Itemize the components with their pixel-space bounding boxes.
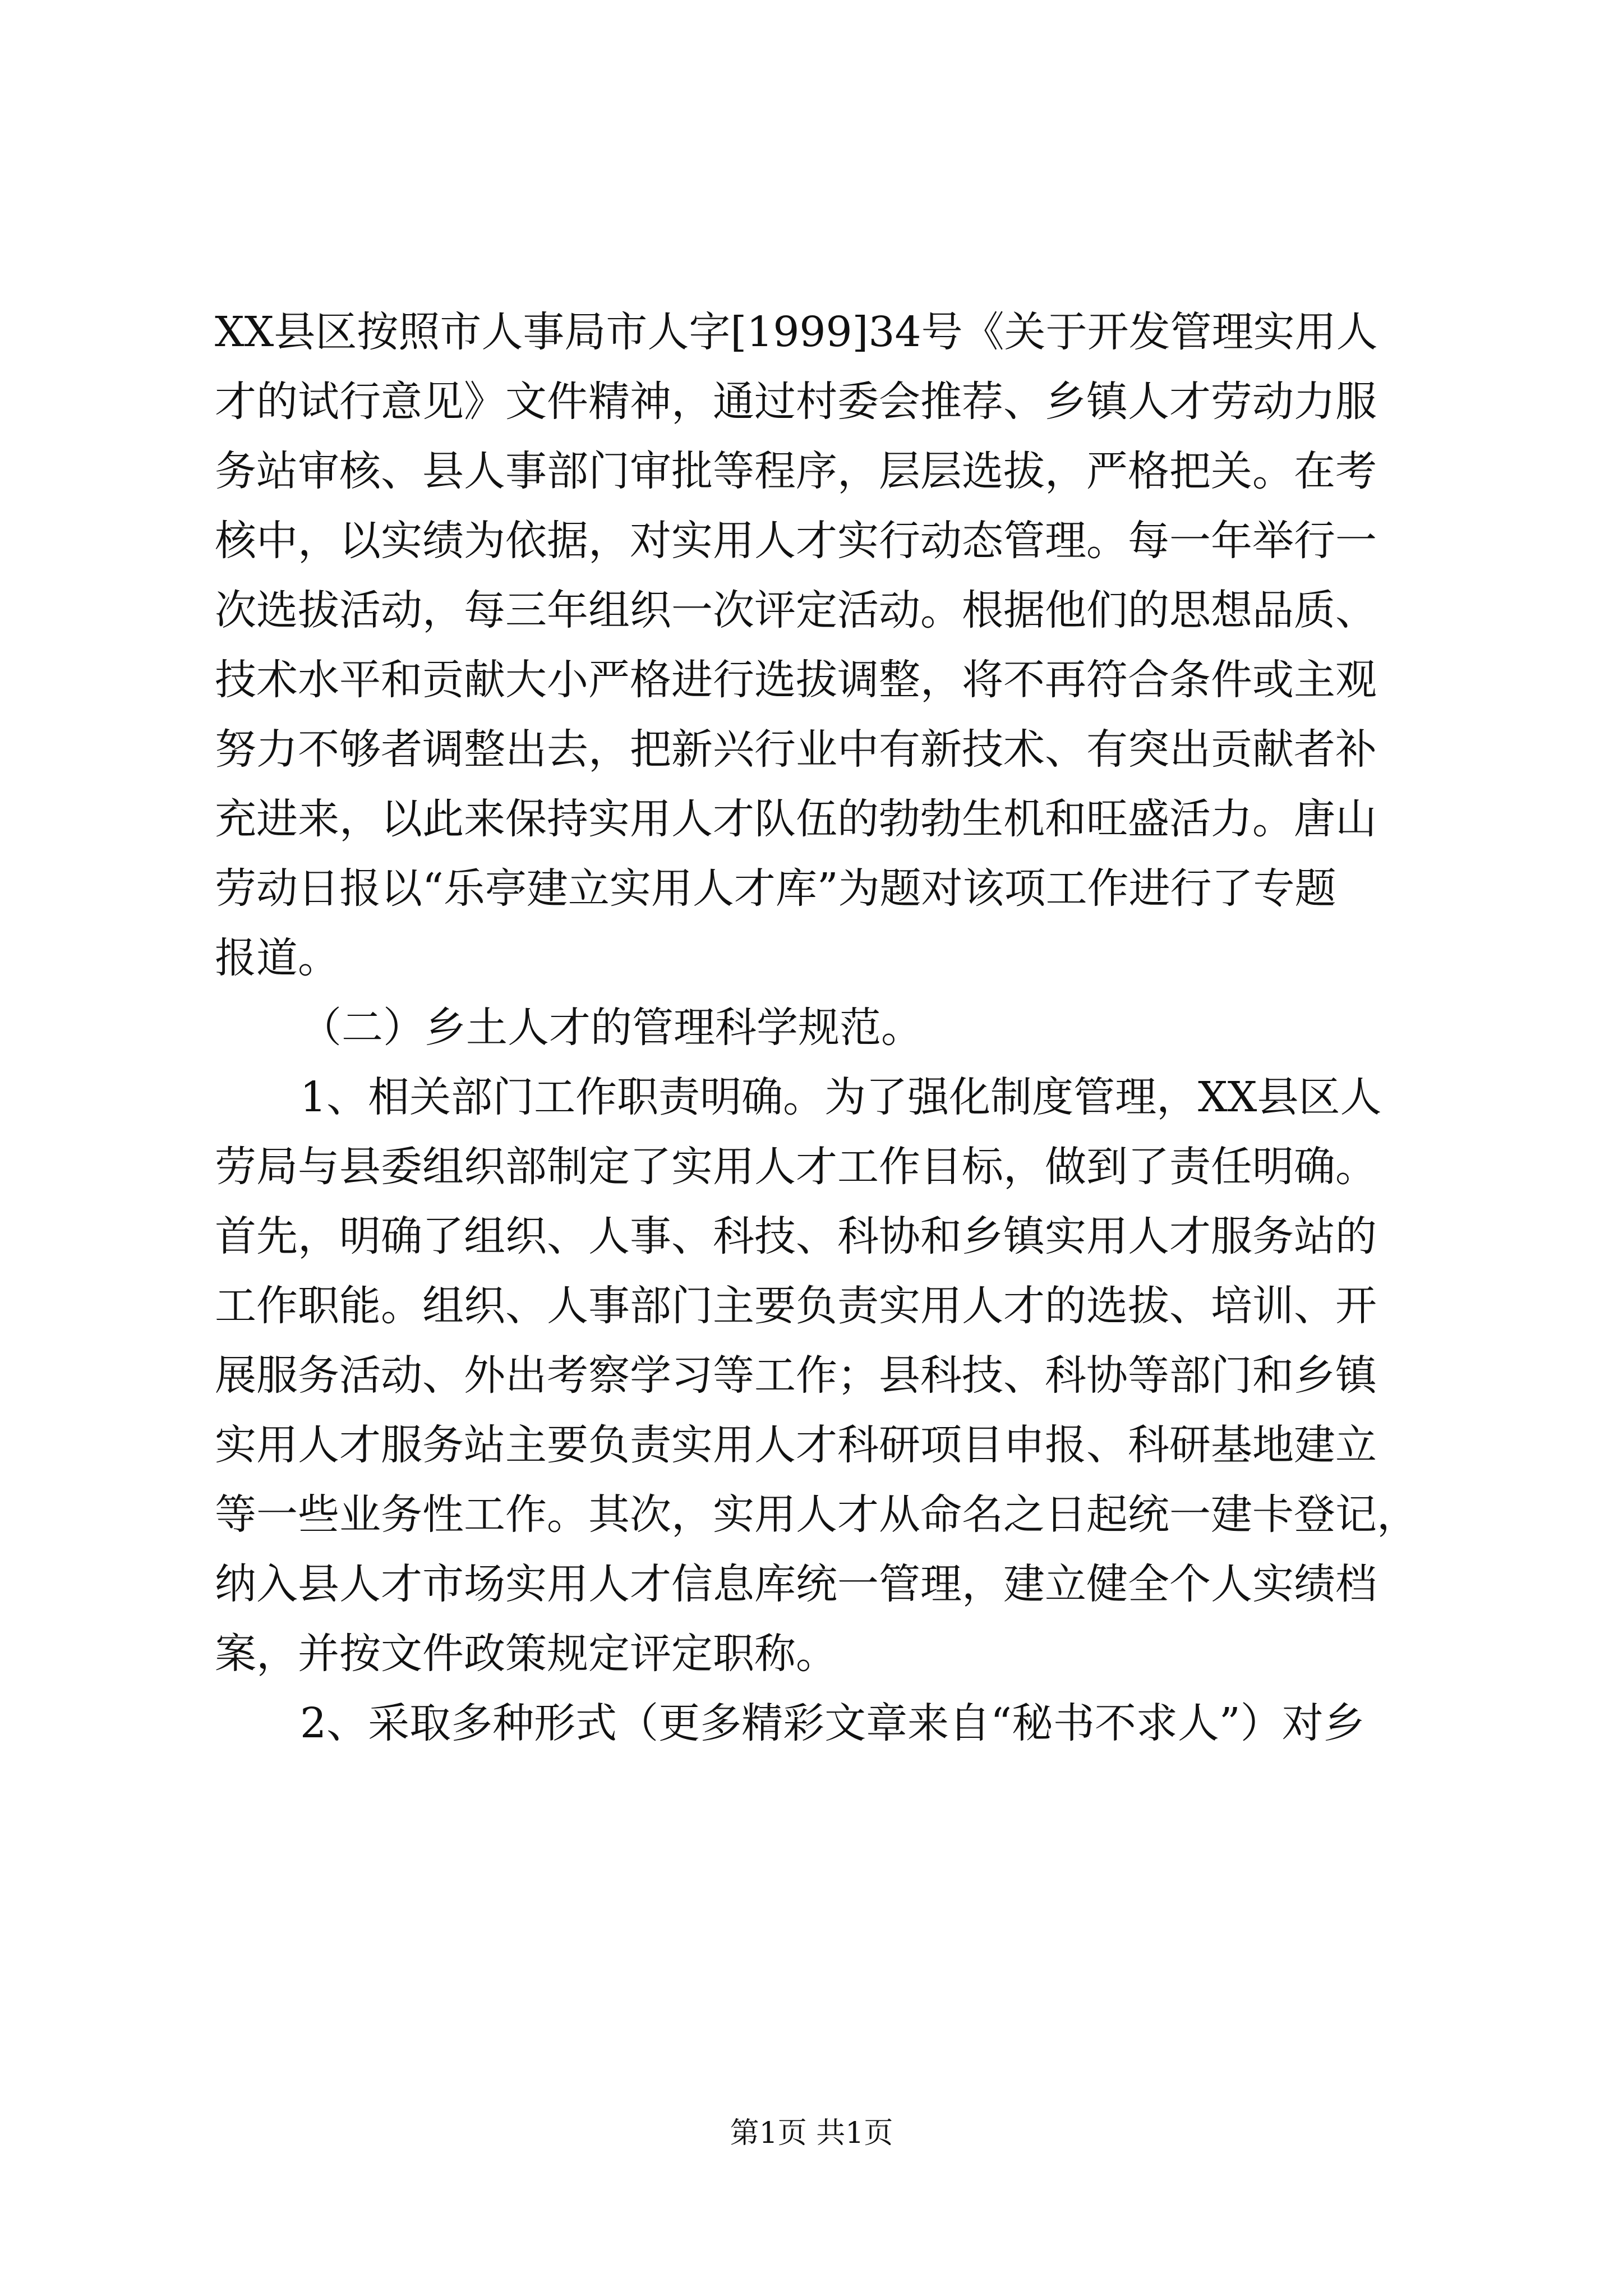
text-line: 工作职能。组织、人事部门主要负责实用人才的选拔、培训、开 <box>215 1282 1377 1330</box>
text-line: 纳入县人才市场实用人才信息库统一管理，建立健全个人实绩档 <box>215 1560 1377 1608</box>
section-heading: （二）乡土人才的管理科学规范。 <box>300 1004 923 1052</box>
text-line: 充进来，以此来保持实用人才队伍的勃勃生机和旺盛活力。唐山 <box>215 795 1377 843</box>
text-line: XX县区按照市人事局市人字[1999]34号《关于开发管理实用人 <box>215 308 1378 356</box>
text-line: 1、相关部门工作职责明确。为了强化制度管理，XX县区人 <box>300 1073 1382 1121</box>
text-line: 才的试行意见》文件精神，通过村委会推荐、乡镇人才劳动力服 <box>215 378 1377 426</box>
text-line: 等一些业务性工作。其次，实用人才从命名之日起统一建卡登记， <box>215 1490 1418 1539</box>
text-line: 劳局与县委组织部制定了实用人才工作目标，做到了责任明确。 <box>215 1143 1377 1191</box>
text-line: 案，并按文件政策规定评定职称。 <box>215 1630 837 1678</box>
text-line: 核中，以实绩为依据，对实用人才实行动态管理。每一年举行一 <box>215 517 1377 565</box>
page-footer: 第1页 共1页 <box>730 2116 893 2150</box>
text-line: 务站审核、县人事部门审批等程序，层层选拔，严格把关。在考 <box>215 447 1377 495</box>
text-line: 2、采取多种形式（更多精彩文章来自“秘书不求人”）对乡 <box>300 1699 1365 1747</box>
text-line: 实用人才服务站主要负责实用人才科研项目申报、科研基地建立 <box>215 1421 1377 1469</box>
text-line: 技术水平和贡献大小严格进行选拔调整，将不再符合条件或主观 <box>215 656 1377 704</box>
text-line: 次选拔活动，每三年组织一次评定活动。根据他们的思想品质、 <box>215 586 1377 634</box>
text-line: 努力不够者调整出去，把新兴行业中有新技术、有突出贡献者补 <box>215 725 1377 774</box>
text-line: 首先，明确了组织、人事、科技、科协和乡镇实用人才服务站的 <box>215 1212 1377 1260</box>
text-line: 展服务活动、外出考察学习等工作；县科技、科协等部门和乡镇 <box>215 1351 1377 1400</box>
text-line: 劳动日报以“乐亭建立实用人才库”为题对该项工作进行了专题 <box>215 864 1336 913</box>
text-line: 报道。 <box>215 934 339 982</box>
